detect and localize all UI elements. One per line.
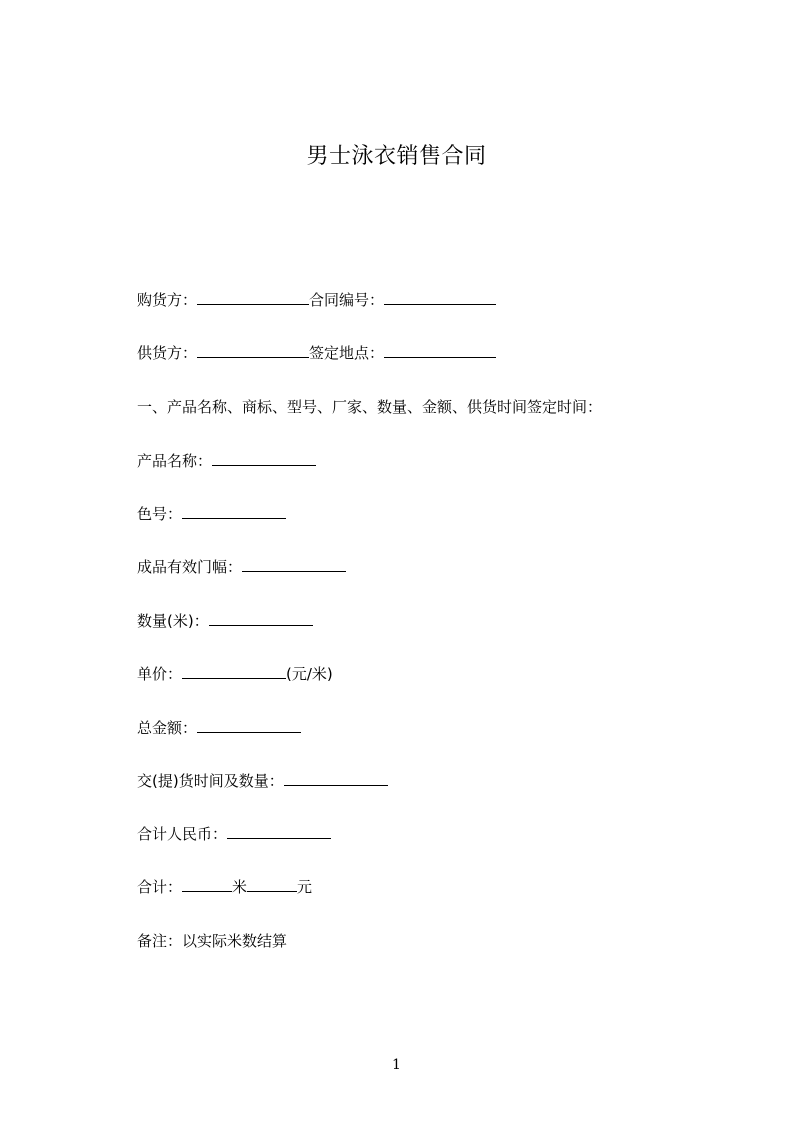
contract-no-label: 合同编号： [309,291,385,309]
quantity-blank[interactable] [209,611,313,626]
sign-place-label: 签定地点： [309,344,385,362]
supplier-row [137,343,496,363]
supplier-blank[interactable] [197,343,309,358]
product-name-row [137,451,316,471]
sum-meter-unit: 米 [232,878,248,896]
product-name-label: 产品名称： [137,452,213,470]
unit-price-unit: (元/米) [286,665,333,683]
width-row [137,557,346,577]
color-row [137,504,286,524]
supplier-label: 供货方： [137,344,198,362]
total-amount-blank[interactable] [197,718,301,733]
color-label: 色号： [137,505,183,523]
sum-yuan-unit: 元 [297,878,313,896]
document-title: 男士泳衣销售合同 [306,144,487,169]
unit-price-blank[interactable] [182,664,286,679]
unit-price-row [137,664,333,684]
sum-meter-blank[interactable] [182,877,232,892]
section1-heading: 一、产品名称、商标、型号、厂家、数量、金额、供货时间签定时间： [137,398,603,416]
sum-label: 合计： [137,878,183,896]
unit-price-label: 单价： [137,665,183,683]
total-rmb-row [137,824,331,844]
delivery-row [137,771,388,791]
remark: 备注：以实际米数结算 [137,932,288,950]
buyer-blank[interactable] [197,290,309,305]
color-blank[interactable] [182,504,286,519]
delivery-blank[interactable] [284,771,388,786]
product-name-blank[interactable] [212,451,316,466]
buyer-label: 购货方： [137,291,198,309]
delivery-label: 交(提)货时间及数量： [137,772,284,790]
quantity-row [137,611,313,631]
width-blank[interactable] [242,557,346,572]
contract-no-blank[interactable] [384,290,496,305]
total-amount-row [137,718,301,738]
buyer-row [137,290,496,310]
width-label: 成品有效门幅： [137,558,243,576]
sum-yuan-blank[interactable] [247,877,297,892]
quantity-label: 数量(米)： [137,612,209,630]
sign-place-blank[interactable] [384,343,496,358]
total-amount-label: 总金额： [137,719,198,737]
sum-row [137,877,312,897]
page-number: 1 [392,1057,401,1073]
total-rmb-blank[interactable] [227,824,331,839]
total-rmb-label: 合计人民币： [137,825,228,843]
